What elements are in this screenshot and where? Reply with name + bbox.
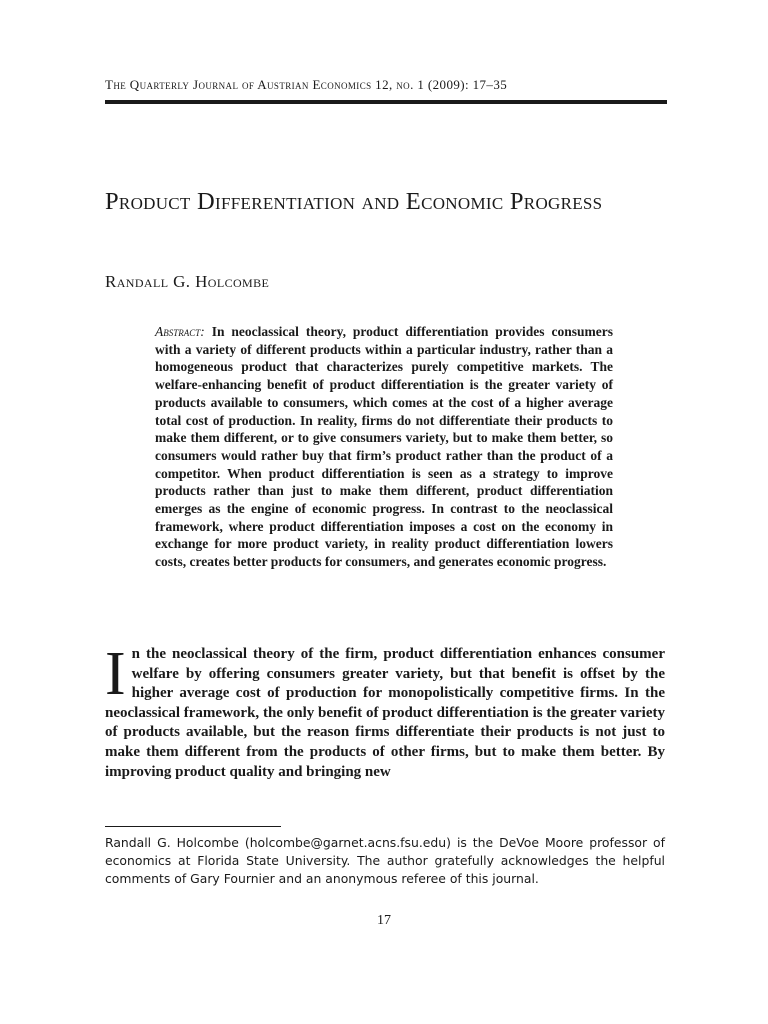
abstract-text: In neoclassical theory, product differentiation provides consumers with a variety of different products within a particular industry, rather than a homogeneous product that characterizes purely competitive markets. The welfare-enhancing benefit of product differentiation is the greater variety of products available to consumers, which comes at the cost of a higher average total cost of production. In reality, firms do not differentiate their products to make them different, or to give consumers variety, but to make them better, so consumers would rather buy that firm’s product rather than the product of a competitor. When product differentiation is seen as a strategy to improve products rather than just to make them different, product differentiation emerges as the engine of economic progress. In contrast to the neoclassical framework, where product differentiation imposes a cost on the economy in exchange for more product variety, in reality product differentiation lowers costs, creates better products for consumers, and generates economic progress. bbox=[155, 324, 613, 570]
body-paragraph bbox=[105, 640, 665, 782]
page-number: 17 bbox=[377, 913, 391, 928]
abstract-label: Abstract: bbox=[155, 324, 205, 339]
header-rule bbox=[105, 100, 667, 104]
footnote-rule bbox=[105, 826, 281, 827]
drop-cap: I bbox=[105, 640, 126, 708]
article-author: Randall G. Holcombe bbox=[105, 272, 270, 291]
abstract bbox=[155, 323, 613, 571]
author-footnote: Randall G. Holcombe (holcombe@garnet.acns.fsu.edu) is the DeVoe Moore professor of economics at Florida State University. The author gratefully acknowledges the helpful comments of Gary Fournier and an anonymous referee of this journal. bbox=[105, 835, 665, 886]
article-title: Product Differentiation and Economic Progress bbox=[105, 188, 603, 215]
running-head: The Quarterly Journal of Austrian Economics 12, no. 1 (2009): 17–35 bbox=[105, 77, 508, 92]
body-text: n the neoclassical theory of the firm, product differentiation enhances consumer welfare by offering consumers greater variety, but that benefit is offset by the higher average cost of production for monopolistically competitive firms. In the neoclassical framework, the only benefit of product differentiation is the greater variety of products available, but the reason firms differentiate their products is not just to make them different from the products of other firms, but to make them better. By improving product quality and bringing new bbox=[105, 646, 665, 780]
